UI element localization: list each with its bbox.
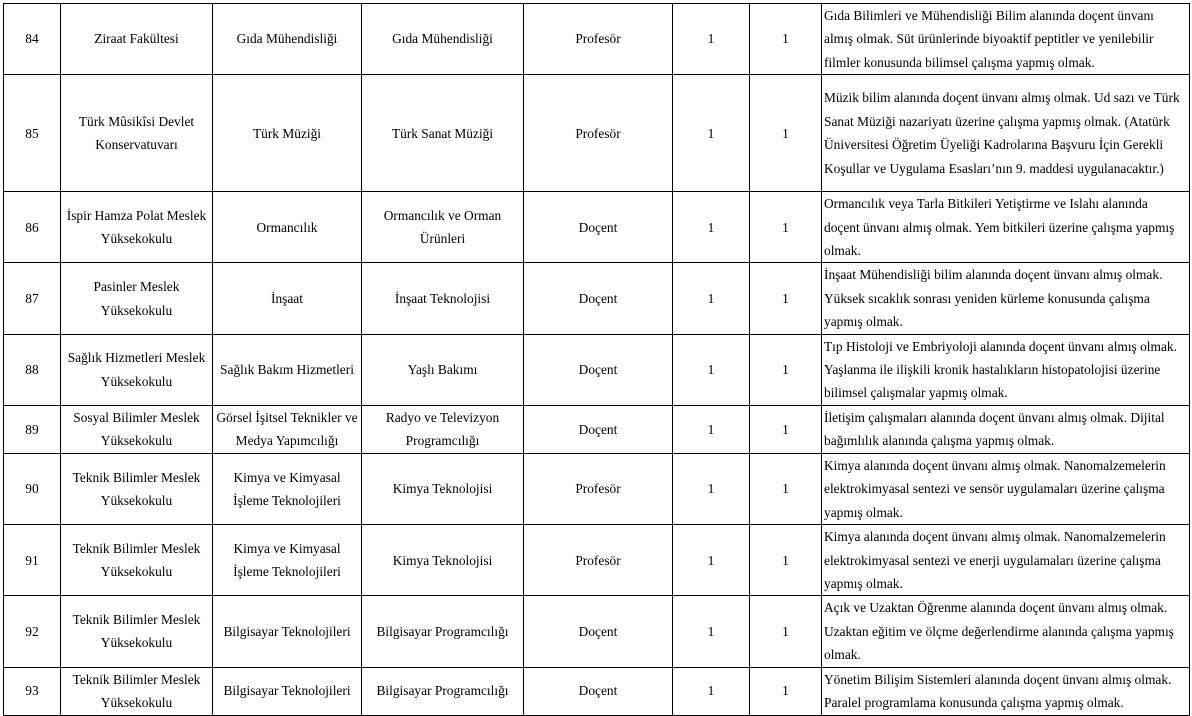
count-cell: 1 (750, 525, 822, 596)
count-cell: 1 (750, 192, 822, 263)
program-cell: Türk Sanat Müziği (362, 75, 524, 192)
program-cell: Ormancılık ve Orman Ürünleri (362, 192, 524, 263)
title-cell: Profesör (524, 75, 673, 192)
row-number: 90 (4, 453, 61, 524)
conditions-cell: Açık ve Uzaktan Öğrenme alanında doçent ünvanı almış olmak. Uzaktan eğitim ve ölçme değerlendirme alanında çalışma yapmış olmak. (822, 596, 1190, 667)
row-number: 86 (4, 192, 61, 263)
department-cell: Görsel İşitsel Teknikler ve Medya Yapımcılığı (213, 405, 362, 453)
degree-cell: 1 (673, 4, 750, 75)
row-number: 92 (4, 596, 61, 667)
table-row (4, 596, 1190, 667)
conditions-cell: Tıp Histoloji ve Embriyoloji alanında doçent ünvanı almış olmak. Yaşlanma ile ilişkili kronik hastalıkların histopatolojisi üzerine bilimsel çalışmalar yapmış olmak. (822, 334, 1190, 405)
degree-cell: 1 (673, 667, 750, 715)
program-cell: Gıda Mühendisliği (362, 4, 524, 75)
degree-cell: 1 (673, 525, 750, 596)
conditions-cell: Kimya alanında doçent ünvanı almış olmak. Nanomalzemelerin elektrokimyasal sentezi ve sensör uygulamaları üzerine çalışma yapmış olmak. (822, 453, 1190, 524)
table-row (4, 192, 1190, 263)
faculty-cell: Pasinler Meslek Yüksekokulu (61, 263, 213, 334)
row-number: 84 (4, 4, 61, 75)
degree-cell: 1 (673, 263, 750, 334)
conditions-cell: Müzik bilim alanında doçent ünvanı almış olmak. Ud sazı ve Türk Sanat Müziği nazariyatı üzerine çalışma yapmış olmak. (Atatürk Üniversitesi Öğretim Üyeliği Kadrolarına Başvuru İçin Gerekli Koşullar ve Uygulama Esasları’nın 9. maddesi uygulanacaktır.) (822, 75, 1190, 192)
program-cell: Yaşlı Bakımı (362, 334, 524, 405)
program-cell: Bilgisayar Programcılığı (362, 667, 524, 715)
program-cell: Kimya Teknolojisi (362, 453, 524, 524)
count-cell: 1 (750, 667, 822, 715)
program-cell: Bilgisayar Programcılığı (362, 596, 524, 667)
table-body (4, 4, 1190, 716)
department-cell: Türk Müziği (213, 75, 362, 192)
count-cell: 1 (750, 453, 822, 524)
table-row (4, 525, 1190, 596)
program-cell: Kimya Teknolojisi (362, 525, 524, 596)
title-cell: Profesör (524, 525, 673, 596)
title-cell: Doçent (524, 334, 673, 405)
department-cell: Kimya ve Kimyasal İşleme Teknolojileri (213, 453, 362, 524)
table-row (4, 4, 1190, 75)
table-row (4, 263, 1190, 334)
faculty-cell: Türk Mûsikîsi Devlet Konservatuvarı (61, 75, 213, 192)
table-row (4, 75, 1190, 192)
row-number: 93 (4, 667, 61, 715)
department-cell: Kimya ve Kimyasal İşleme Teknolojileri (213, 525, 362, 596)
title-cell: Doçent (524, 405, 673, 453)
row-number: 89 (4, 405, 61, 453)
count-cell: 1 (750, 334, 822, 405)
table-row (4, 667, 1190, 715)
faculty-cell: Ziraat Fakültesi (61, 4, 213, 75)
title-cell: Profesör (524, 453, 673, 524)
title-cell: Doçent (524, 596, 673, 667)
count-cell: 1 (750, 75, 822, 192)
count-cell: 1 (750, 596, 822, 667)
faculty-cell: İspir Hamza Polat Meslek Yüksekokulu (61, 192, 213, 263)
conditions-cell: İletişim çalışmaları alanında doçent ünvanı almış olmak. Dijital bağımlılık alanında çalışma yapmış olmak. (822, 405, 1190, 453)
row-number: 88 (4, 334, 61, 405)
table-row (4, 334, 1190, 405)
faculty-cell: Teknik Bilimler Meslek Yüksekokulu (61, 596, 213, 667)
row-number: 91 (4, 525, 61, 596)
program-cell: Radyo ve Televizyon Programcılığı (362, 405, 524, 453)
table-row (4, 453, 1190, 524)
faculty-cell: Sağlık Hizmetleri Meslek Yüksekokulu (61, 334, 213, 405)
department-cell: Sağlık Bakım Hizmetleri (213, 334, 362, 405)
department-cell: Bilgisayar Teknolojileri (213, 667, 362, 715)
degree-cell: 1 (673, 334, 750, 405)
title-cell: Doçent (524, 667, 673, 715)
department-cell: Ormancılık (213, 192, 362, 263)
row-number: 87 (4, 263, 61, 334)
faculty-cell: Teknik Bilimler Meslek Yüksekokulu (61, 453, 213, 524)
department-cell: Bilgisayar Teknolojileri (213, 596, 362, 667)
conditions-cell: İnşaat Mühendisliği bilim alanında doçent ünvanı almış olmak. Yüksek sıcaklık sonrası yeniden kürleme konusunda çalışma yapmış olmak. (822, 263, 1190, 334)
conditions-cell: Kimya alanında doçent ünvanı almış olmak. Nanomalzemelerin elektrokimyasal sentezi ve enerji uygulamaları üzerine çalışma yapmış olmak. (822, 525, 1190, 596)
conditions-cell: Ormancılık veya Tarla Bitkileri Yetiştirme ve Islahı alanında doçent ünvanı almış olmak. Yem bitkileri üzerine çalışma yapmış olmak. (822, 192, 1190, 263)
conditions-cell: Yönetim Bilişim Sistemleri alanında doçent ünvanı almış olmak. Paralel programlama konusunda çalışma yapmış olmak. (822, 667, 1190, 715)
department-cell: Gıda Mühendisliği (213, 4, 362, 75)
degree-cell: 1 (673, 75, 750, 192)
count-cell: 1 (750, 4, 822, 75)
degree-cell: 1 (673, 453, 750, 524)
title-cell: Doçent (524, 192, 673, 263)
title-cell: Doçent (524, 263, 673, 334)
row-number: 85 (4, 75, 61, 192)
count-cell: 1 (750, 263, 822, 334)
program-cell: İnşaat Teknolojisi (362, 263, 524, 334)
degree-cell: 1 (673, 405, 750, 453)
department-cell: İnşaat (213, 263, 362, 334)
positions-table (3, 3, 1190, 716)
faculty-cell: Teknik Bilimler Meslek Yüksekokulu (61, 525, 213, 596)
title-cell: Profesör (524, 4, 673, 75)
faculty-cell: Sosyal Bilimler Meslek Yüksekokulu (61, 405, 213, 453)
conditions-cell: Gıda Bilimleri ve Mühendisliği Bilim alanında doçent ünvanı almış olmak. Süt ürünlerinde biyoaktif peptitler ve yenilebilir filmler konusunda bilimsel çalışma yapmış olmak. (822, 4, 1190, 75)
degree-cell: 1 (673, 596, 750, 667)
faculty-cell: Teknik Bilimler Meslek Yüksekokulu (61, 667, 213, 715)
count-cell: 1 (750, 405, 822, 453)
table-row (4, 405, 1190, 453)
degree-cell: 1 (673, 192, 750, 263)
